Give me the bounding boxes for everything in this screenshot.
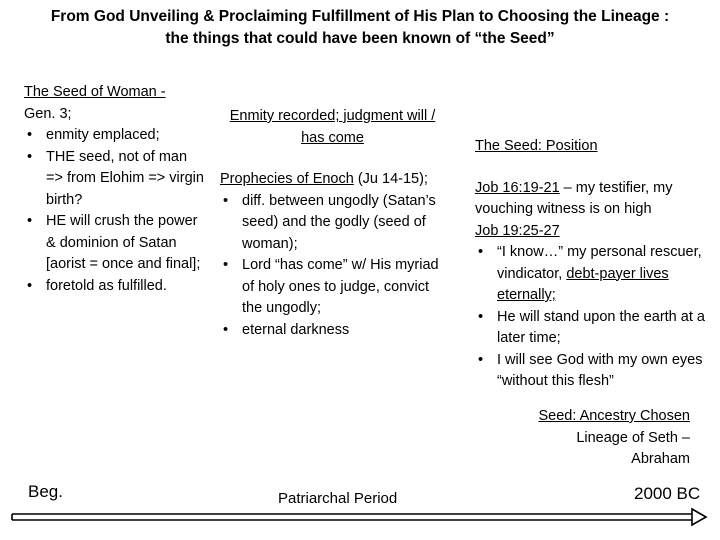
bullet-item: • eternal darkness (220, 320, 445, 342)
bullet-item: • foretold as fulfilled. (24, 276, 204, 298)
seed-of-woman-column (24, 82, 204, 297)
timeline-arrow (0, 506, 720, 530)
timeline-arrow-head (692, 509, 706, 525)
timeline-end-label: 2000 BC (634, 484, 701, 503)
position-heading: The Seed: Position (475, 138, 598, 154)
bullet-item: • HE will crush the power & dominion of Satan [aorist = once and final]; (24, 211, 204, 276)
job16-reference: Job 16:19-21 (475, 179, 560, 196)
ancestry-line-1: Lineage of Seth – (576, 429, 690, 446)
seed-of-woman-bullets (24, 125, 204, 297)
enoch-heading: Prophecies of Enoch (220, 171, 354, 187)
timeline-start-label: Beg. (28, 482, 63, 501)
title-line-1: From God Unveiling & Proclaiming Fulfillment of His Plan to Choosing the Lineage : (50, 8, 670, 25)
bullet-item: • enmity emplaced; (24, 125, 204, 147)
ancestry-heading: Seed: Ancestry Chosen (538, 408, 690, 424)
job16-text: – my testifier, my vouching witness is on high (475, 179, 673, 217)
seed-of-woman-heading: The Seed of Woman - (24, 84, 166, 100)
enmity-bullets (220, 191, 445, 342)
bullet-item (475, 242, 715, 307)
bullet-item: • He will stand upon the earth at a later time; (475, 307, 715, 350)
bullet-underlined-text: debt-payer lives eternally; (497, 265, 669, 303)
enmity-column (220, 106, 445, 341)
seed-position-column (475, 136, 715, 393)
job16-line (475, 178, 715, 221)
bullet-item: • I will see God with my own eyes “without this flesh” (475, 350, 715, 393)
enoch-reference: (Ju 14-15); (353, 171, 428, 187)
bullet-item: • diff. between ungodly (Satan’s seed) and the godly (seed of woman); (220, 191, 445, 256)
enmity-heading: Enmity recorded; judgment will / has come (229, 108, 436, 146)
timeline-period-label: Patriarchal Period (278, 490, 398, 507)
enoch-line (220, 169, 445, 191)
ancestry-line-2: Abraham (631, 451, 690, 467)
bullet-item: • Lord “has come” w/ His myriad of holy ones to judge, convict the ungodly; (220, 255, 445, 320)
position-bullets (475, 242, 715, 393)
job19-reference: Job 19:25-27 (475, 222, 560, 239)
bullet-item: • THE seed, not of man => from Elohim => virgin birth? (24, 147, 204, 212)
ancestry-block (538, 406, 690, 471)
slide-title (0, 6, 720, 50)
title-line-2: the things that could have been known of “the Seed” (165, 30, 555, 47)
bullet-text: “I know…” my personal rescuer, vindicator, (497, 244, 702, 282)
seed-of-woman-reference: Gen. 3; (24, 105, 72, 122)
